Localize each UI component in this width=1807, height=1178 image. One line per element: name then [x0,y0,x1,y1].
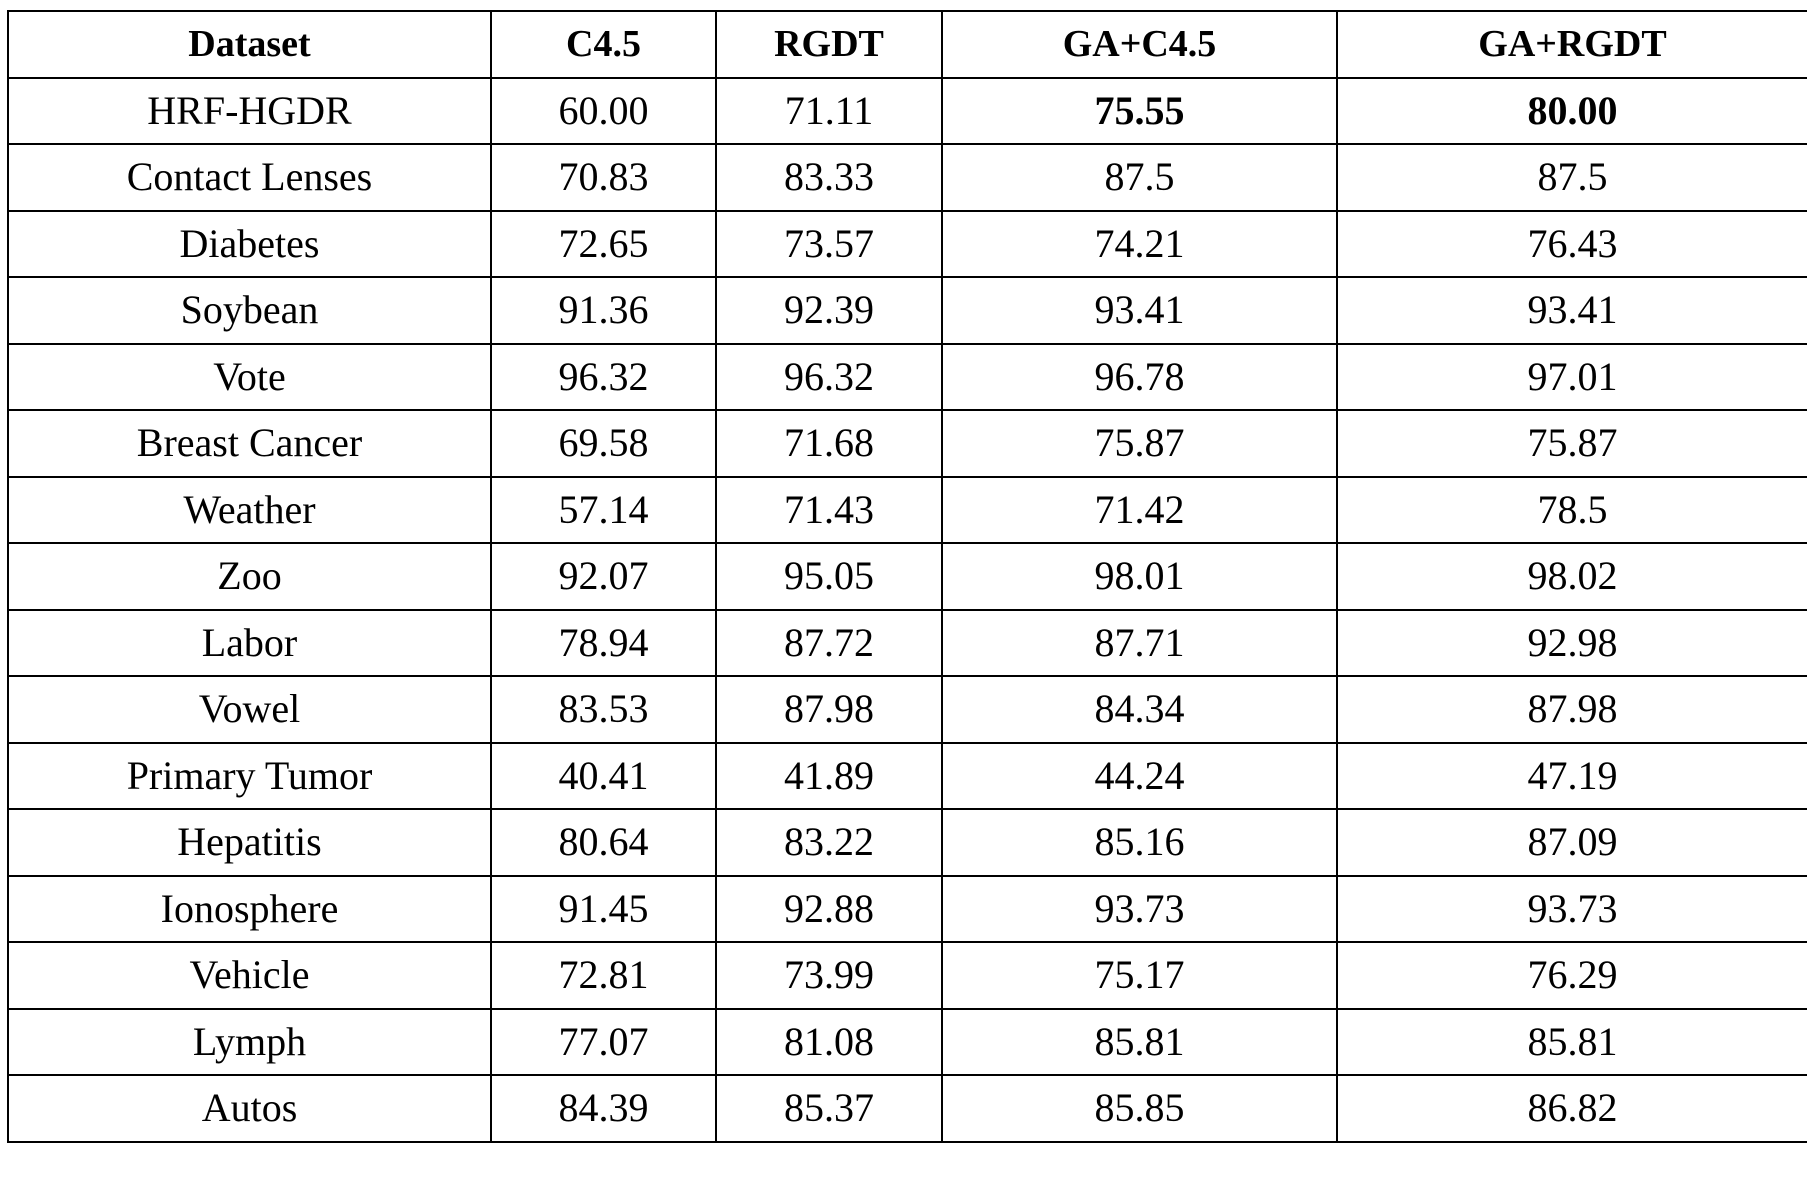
table-row [8,543,1807,610]
ga-c45-cell: 93.73 [942,876,1337,943]
ga-rgdt-cell: 47.19 [1337,743,1807,810]
rgdt-cell: 87.72 [716,610,942,677]
table-row [8,144,1807,211]
header-rgdt: RGDT [716,11,942,78]
rgdt-cell: 83.33 [716,144,942,211]
header-row [8,11,1807,78]
table-row [8,1075,1807,1142]
c45-cell: 72.65 [491,211,716,278]
rgdt-cell: 71.68 [716,410,942,477]
c45-cell: 57.14 [491,477,716,544]
results-table [7,10,1807,1143]
rgdt-cell: 71.43 [716,477,942,544]
rgdt-cell: 85.37 [716,1075,942,1142]
c45-cell: 84.39 [491,1075,716,1142]
rgdt-cell: 83.22 [716,809,942,876]
table-row [8,809,1807,876]
rgdt-cell: 87.98 [716,676,942,743]
rgdt-cell: 81.08 [716,1009,942,1076]
c45-cell: 96.32 [491,344,716,411]
dataset-cell: Hepatitis [8,809,491,876]
ga-c45-cell: 75.17 [942,942,1337,1009]
ga-c45-cell: 93.41 [942,277,1337,344]
rgdt-cell: 41.89 [716,743,942,810]
dataset-cell: Primary Tumor [8,743,491,810]
table-row [8,211,1807,278]
dataset-cell: Autos [8,1075,491,1142]
ga-c45-cell: 85.81 [942,1009,1337,1076]
rgdt-cell: 71.11 [716,78,942,145]
ga-c45-cell: 87.5 [942,144,1337,211]
ga-c45-cell: 85.85 [942,1075,1337,1142]
ga-rgdt-cell: 87.5 [1337,144,1807,211]
table-header [8,11,1807,78]
dataset-cell: Contact Lenses [8,144,491,211]
ga-rgdt-cell: 93.73 [1337,876,1807,943]
rgdt-cell: 92.88 [716,876,942,943]
ga-c45-cell: 96.78 [942,344,1337,411]
ga-rgdt-cell: 85.81 [1337,1009,1807,1076]
header-ga-c45: GA+C4.5 [942,11,1337,78]
dataset-cell: Labor [8,610,491,677]
ga-c45-cell: 71.42 [942,477,1337,544]
dataset-cell: Vote [8,344,491,411]
ga-rgdt-cell: 87.98 [1337,676,1807,743]
c45-cell: 69.58 [491,410,716,477]
c45-cell: 91.45 [491,876,716,943]
ga-c45-cell: 85.16 [942,809,1337,876]
dataset-cell: Lymph [8,1009,491,1076]
rgdt-cell: 73.99 [716,942,942,1009]
ga-c45-cell: 74.21 [942,211,1337,278]
c45-cell: 70.83 [491,144,716,211]
table-row [8,876,1807,943]
rgdt-cell: 73.57 [716,211,942,278]
table-row [8,1009,1807,1076]
table-row [8,344,1807,411]
c45-cell: 72.81 [491,942,716,1009]
header-c45: C4.5 [491,11,716,78]
ga-rgdt-cell: 76.29 [1337,942,1807,1009]
ga-rgdt-cell: 97.01 [1337,344,1807,411]
dataset-cell: Weather [8,477,491,544]
table-row [8,477,1807,544]
ga-rgdt-cell: 76.43 [1337,211,1807,278]
dataset-cell: Diabetes [8,211,491,278]
dataset-cell: Zoo [8,543,491,610]
rgdt-cell: 96.32 [716,344,942,411]
ga-rgdt-cell: 92.98 [1337,610,1807,677]
c45-cell: 77.07 [491,1009,716,1076]
dataset-cell: Breast Cancer [8,410,491,477]
dataset-cell: Vehicle [8,942,491,1009]
ga-rgdt-cell: 75.87 [1337,410,1807,477]
ga-rgdt-cell: 93.41 [1337,277,1807,344]
ga-c45-cell: 84.34 [942,676,1337,743]
table-row [8,676,1807,743]
table-body [8,78,1807,1142]
table-row [8,410,1807,477]
c45-cell: 91.36 [491,277,716,344]
ga-rgdt-cell: 87.09 [1337,809,1807,876]
ga-c45-cell: 98.01 [942,543,1337,610]
header-ga-rgdt: GA+RGDT [1337,11,1807,78]
c45-cell: 92.07 [491,543,716,610]
ga-c45-cell: 87.71 [942,610,1337,677]
dataset-cell: Ionosphere [8,876,491,943]
ga-rgdt-cell: 78.5 [1337,477,1807,544]
table-row [8,743,1807,810]
header-dataset: Dataset [8,11,491,78]
c45-cell: 40.41 [491,743,716,810]
ga-rgdt-cell: 80.00 [1337,78,1807,145]
ga-rgdt-cell: 86.82 [1337,1075,1807,1142]
ga-c45-cell: 75.55 [942,78,1337,145]
dataset-cell: HRF-HGDR [8,78,491,145]
c45-cell: 83.53 [491,676,716,743]
table-row [8,277,1807,344]
c45-cell: 78.94 [491,610,716,677]
table-row [8,78,1807,145]
ga-c45-cell: 44.24 [942,743,1337,810]
table-row [8,942,1807,1009]
ga-rgdt-cell: 98.02 [1337,543,1807,610]
c45-cell: 60.00 [491,78,716,145]
dataset-cell: Soybean [8,277,491,344]
table-row [8,610,1807,677]
rgdt-cell: 92.39 [716,277,942,344]
ga-c45-cell: 75.87 [942,410,1337,477]
c45-cell: 80.64 [491,809,716,876]
dataset-cell: Vowel [8,676,491,743]
rgdt-cell: 95.05 [716,543,942,610]
